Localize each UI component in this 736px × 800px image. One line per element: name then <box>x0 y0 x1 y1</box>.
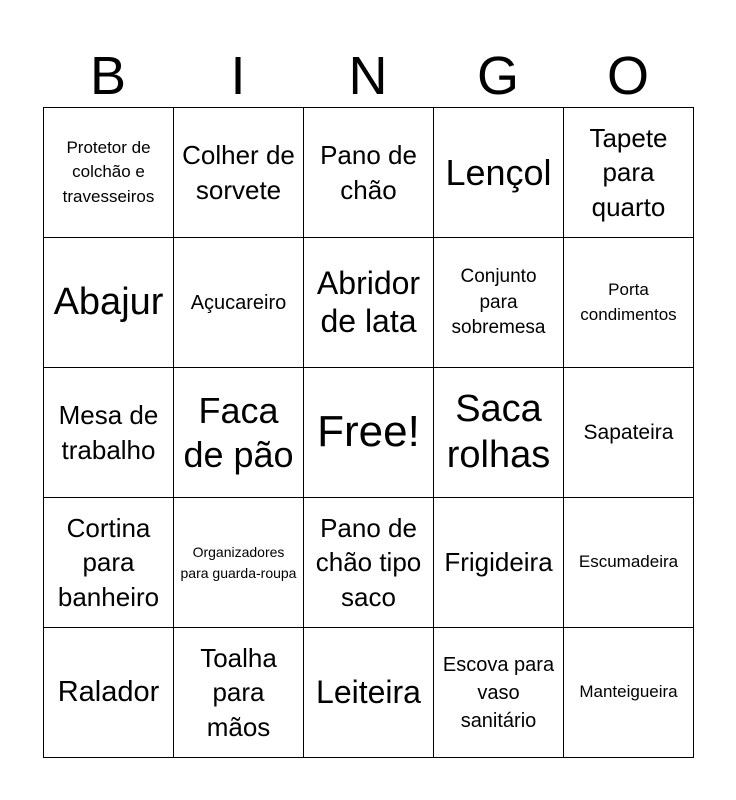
cell-label: Abajur <box>53 280 164 323</box>
cell-label: Abridor de lata <box>316 264 421 339</box>
cell-label: Pano de chão <box>320 139 417 205</box>
bingo-cell[interactable] <box>564 498 694 628</box>
cell-label: Colher de sorvete <box>182 139 295 205</box>
bingo-cell[interactable] <box>564 108 694 238</box>
cell-label: Protetor de colchão e travesseiros <box>62 137 155 206</box>
bingo-cell[interactable] <box>44 368 174 498</box>
bingo-free-cell[interactable] <box>304 368 434 498</box>
cell-label: Faca de pão <box>183 390 294 475</box>
cell-label: Açucareiro <box>190 291 287 314</box>
bingo-cell[interactable] <box>434 108 564 238</box>
cell-label: Saca rolhas <box>446 387 551 476</box>
bingo-cell[interactable] <box>564 368 694 498</box>
header-letter-n: N <box>348 46 388 106</box>
bingo-cell[interactable] <box>174 628 304 758</box>
bingo-cell[interactable] <box>434 238 564 368</box>
bingo-cell[interactable] <box>564 238 694 368</box>
bingo-cell[interactable] <box>44 498 174 628</box>
bingo-cell[interactable] <box>564 628 694 758</box>
free-space-label: Free! <box>317 407 420 457</box>
cell-label: Leiteira <box>316 673 421 710</box>
header-letter-i: I <box>230 46 246 106</box>
bingo-cell[interactable] <box>434 498 564 628</box>
header-letter-o: O <box>606 46 649 106</box>
cell-label: Manteigueira <box>579 682 678 702</box>
bingo-board <box>43 107 694 758</box>
cell-label: Mesa de trabalho <box>58 399 159 465</box>
header-letter-b: B <box>89 46 127 106</box>
bingo-cell[interactable] <box>304 108 434 238</box>
bingo-cell[interactable] <box>304 238 434 368</box>
cell-label: Escumadeira <box>578 552 679 572</box>
cell-label: Ralador <box>57 675 160 708</box>
bingo-cell[interactable] <box>174 368 304 498</box>
cell-label: Organizadores para guarda-roupa <box>180 544 297 581</box>
bingo-cell[interactable] <box>434 628 564 758</box>
bingo-cell[interactable] <box>174 498 304 628</box>
bingo-cell[interactable] <box>304 628 434 758</box>
cell-label: Frigideira <box>444 547 553 578</box>
cell-label: Cortina para banheiro <box>57 512 160 612</box>
cell-label: Sapateira <box>583 420 674 444</box>
bingo-cell[interactable] <box>44 238 174 368</box>
bingo-cell[interactable] <box>44 628 174 758</box>
bingo-cell[interactable] <box>434 368 564 498</box>
cell-label: Conjunto para sobremesa <box>451 266 546 339</box>
bingo-cell[interactable] <box>174 238 304 368</box>
cell-label: Escova para vaso sanitário <box>442 653 555 732</box>
bingo-header <box>43 44 693 108</box>
cell-label: Porta condimentos <box>580 279 677 324</box>
bingo-cell[interactable] <box>174 108 304 238</box>
header-letter-g: G <box>476 46 519 106</box>
bingo-cell[interactable] <box>44 108 174 238</box>
cell-label: Pano de chão tipo saco <box>315 512 422 612</box>
cell-label: Tapete para quarto <box>589 122 668 222</box>
bingo-cell[interactable] <box>304 498 434 628</box>
cell-label: Lençol <box>445 151 552 193</box>
cell-label: Toalha para mãos <box>200 642 277 742</box>
